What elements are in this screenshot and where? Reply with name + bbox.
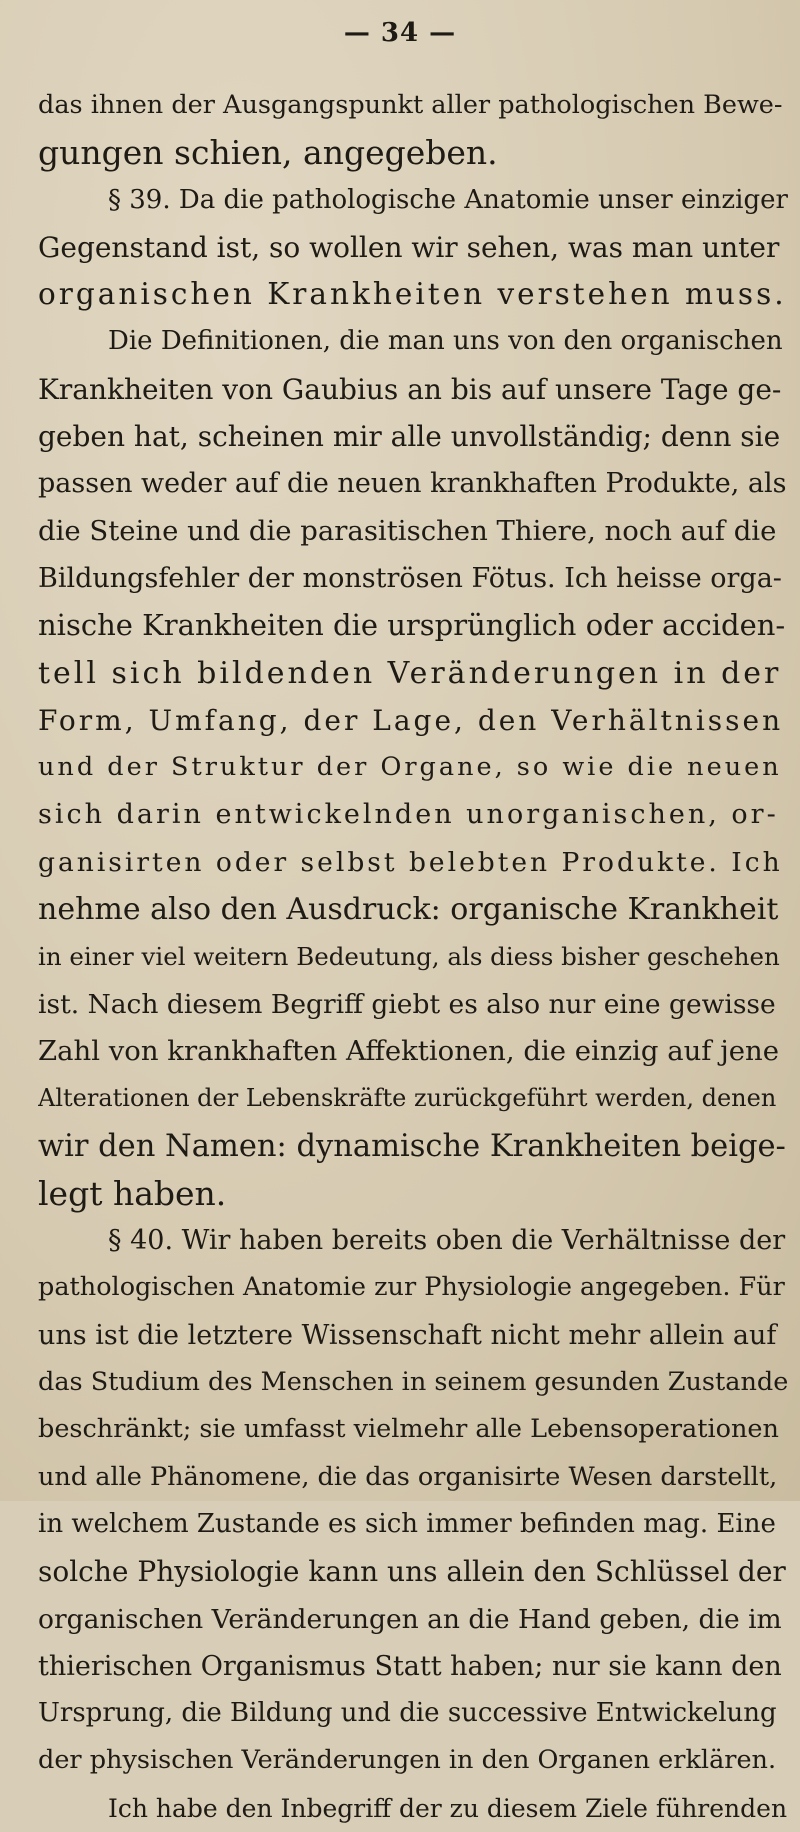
text-line: beschränkt; sie umfasst vielmehr alle Lebensoperationen [38,1414,779,1445]
text-line: Bildungsfehler der monströsen Fötus. Ich heisse orga- [38,562,782,594]
text-line: und alle Phänomene, die das organisirte Wesen darstellt, [38,1461,778,1492]
text-line: pathologischen Anatomie zur Physiologie angegeben. Für [38,1272,785,1303]
text-line: ganisirten oder selbst belebten Produkte. Ich [38,846,783,878]
text-line: nehme also den Ausdruck: organische Krankheit [38,892,779,928]
text-line: das ihnen der Ausgangspunkt aller pathologischen Bewe- [38,90,783,120]
text-line: nische Krankheiten die ursprünglich oder acciden- [38,608,786,643]
text-line: Krankheiten von Gaubius an bis auf unsere Tage ge- [38,372,782,406]
text-line: organischen Veränderungen an die Hand geben, die im [38,1603,782,1635]
page-number: — 34 — [343,18,457,48]
text-line: und der Struktur der Organe, so wie die neuen [38,752,782,783]
text-line: Form, Umfang, der Lage, den Verhältnissen [38,703,784,737]
text-line: Gegenstand ist, so wollen wir sehen, was man unter [38,230,780,264]
text-line: die Steine und die parasitischen Thiere, noch auf die [38,514,777,547]
text-line: sich darin entwickelnden unorganischen, or- [38,799,779,831]
text-line: in welchem Zustande es sich immer befinden mag. Eine [38,1508,776,1539]
text-line: legt haben. [38,1173,227,1213]
text-line: § 40. Wir haben bereits oben die Verhältnisse der [108,1225,786,1257]
text-line: Zahl von krankhaften Affektionen, die einzig auf jene [38,1034,780,1067]
text-line: Ich habe den Inbegriff der zu diesem Ziele führenden [108,1793,788,1823]
text-line: ist. Nach diesem Begriff giebt es also nur eine gewisse [38,988,776,1020]
text-line: Alterationen der Lebenskräfte zurückgeführt werden, denen [38,1084,777,1113]
text-line: thierischen Organismus Statt haben; nur sie kann den [38,1650,782,1682]
text-line: Ursprung, die Bildung und die successive Entwickelung [38,1698,777,1729]
text-line: der physischen Veränderungen in den Organen erklären. [38,1745,777,1776]
text-line: passen weder auf die neuen krankhaften Produkte, als [38,468,787,500]
text-line: Die Definitionen, die man uns von den organischen [108,326,783,357]
text-line: das Studium des Menschen in seinem gesunden Zustande [38,1367,788,1398]
text-line: gungen schien, angegeben. [38,133,498,173]
body-text [38,82,788,1832]
text-line: in einer viel weitern Bedeutung, als diess bisher geschehen [38,942,780,972]
text-line: § 39. Da die pathologische Anatomie unser einziger [108,184,788,215]
text-line: organischen Krankheiten verstehen muss. [38,277,787,312]
text-line: uns ist die letztere Wissenschaft nicht mehr allein auf [38,1319,777,1351]
text-line: tell sich bildenden Veränderungen in der [38,655,782,691]
text-line: geben hat, scheinen mir alle unvollständig; denn sie [38,420,781,454]
text-line: wir den Namen: dynamische Krankheiten beige- [38,1128,786,1164]
text-line: solche Physiologie kann uns allein den Schlüssel der [38,1555,786,1589]
